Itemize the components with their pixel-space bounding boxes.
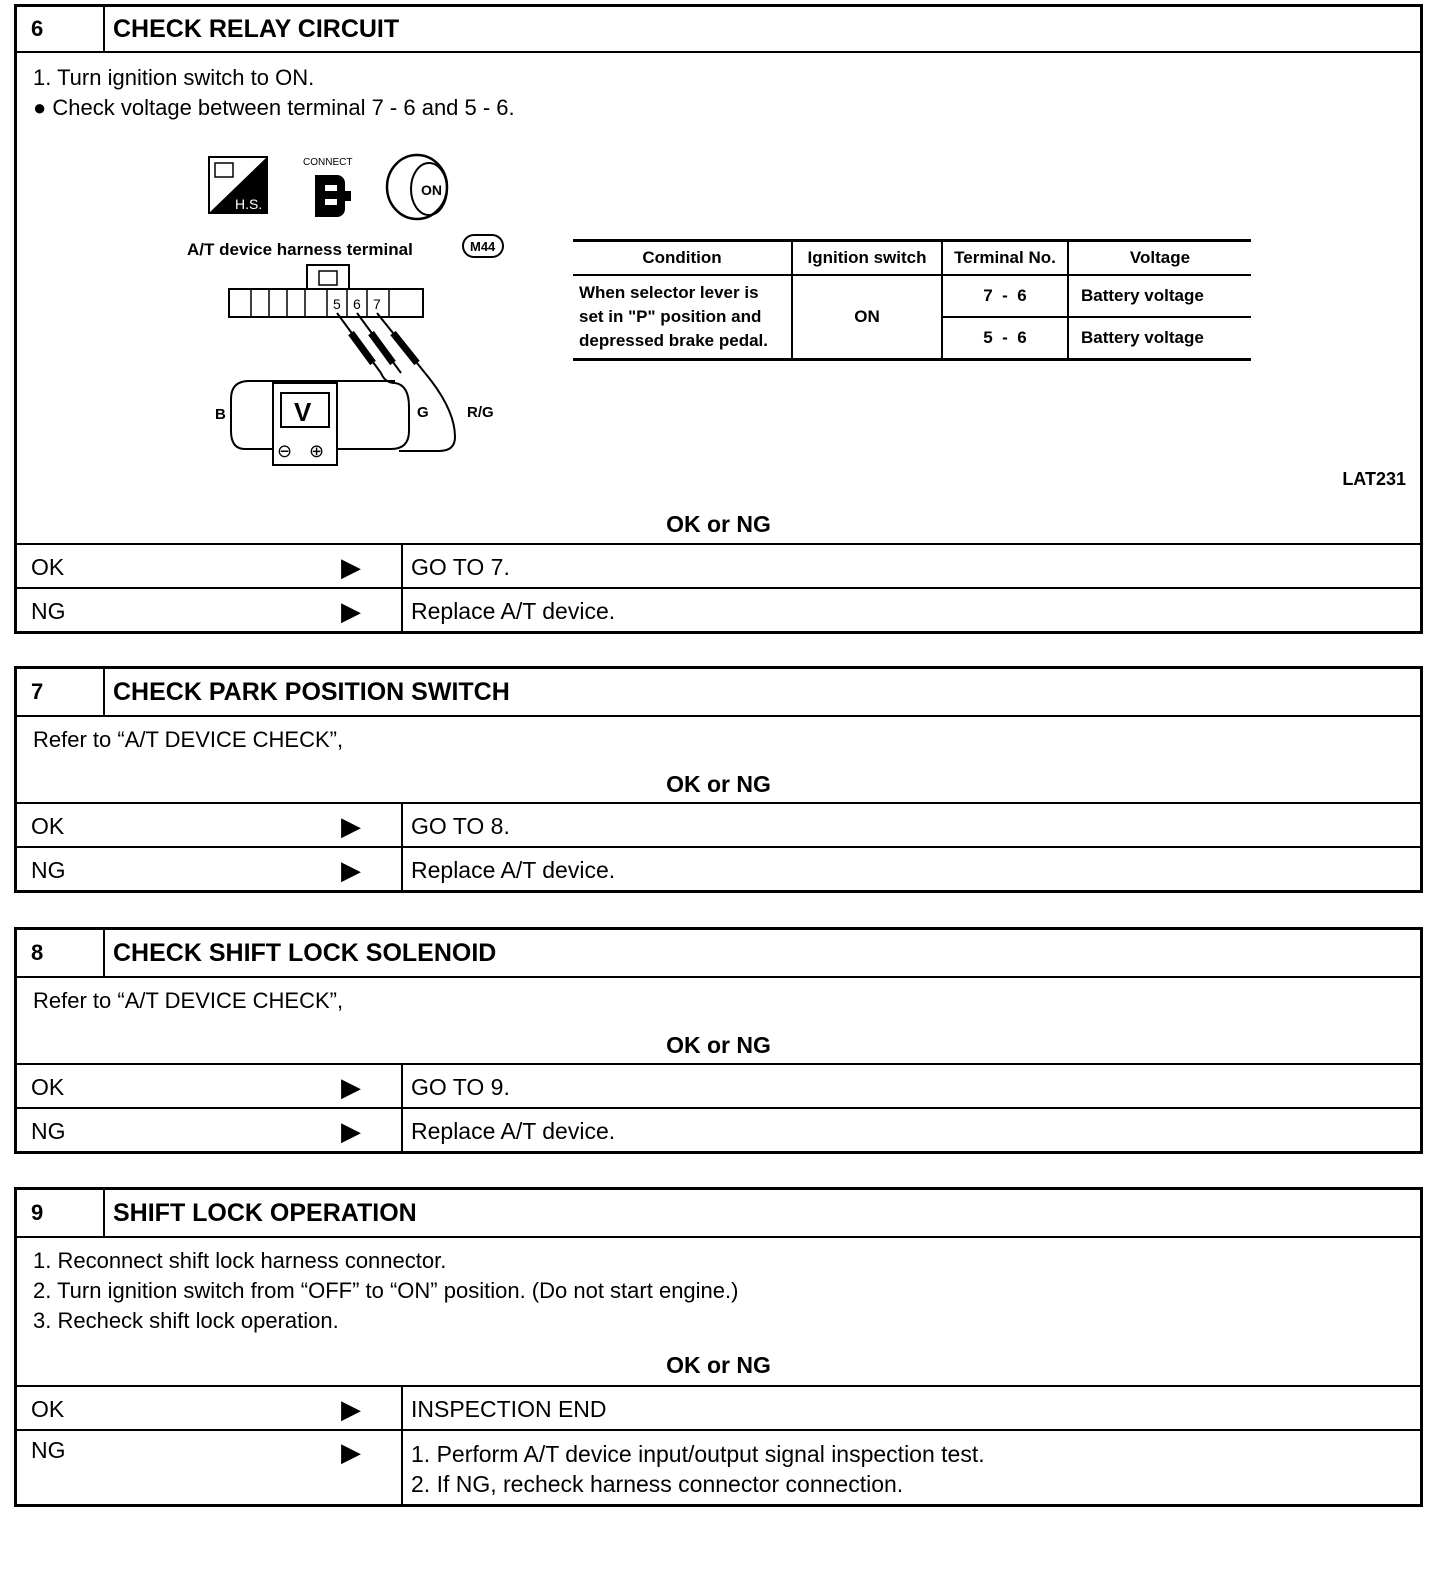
ok-result: GO TO 7. — [401, 545, 1420, 589]
step-7-instructions — [33, 725, 343, 755]
ok-label: OK — [31, 1073, 65, 1100]
plus-terminal: ⊕ — [309, 441, 325, 462]
table-header-row — [573, 241, 1251, 276]
arrow-icon: ▶ — [341, 810, 361, 841]
step-6-instructions — [33, 63, 515, 123]
ignition-on-icon — [387, 155, 447, 219]
minus-terminal: ⊖ — [277, 441, 293, 462]
voltmeter — [273, 383, 337, 465]
ng-result — [401, 1431, 1420, 1506]
ng-result: Replace A/T device. — [401, 848, 1420, 892]
step-7-box — [14, 666, 1423, 893]
wire-rg-label: R/G — [467, 404, 494, 421]
ok-or-ng-label: OK or NG — [666, 1352, 771, 1378]
hand-tester-icon — [209, 157, 267, 213]
step-8-instructions — [33, 986, 343, 1016]
arrow-icon: ▶ — [341, 854, 361, 885]
hs-label: H.S. — [235, 196, 263, 212]
ok-or-ng-label: OK or NG — [666, 1032, 771, 1058]
figure-code: LAT231 — [1342, 469, 1406, 489]
condition-line: When selector lever is — [579, 283, 759, 302]
step-title: SHIFT LOCK OPERATION — [113, 1198, 417, 1227]
step-6-header — [17, 7, 1420, 53]
harness-label: A/T device harness terminal — [187, 240, 413, 259]
step-9-instructions — [33, 1246, 738, 1336]
wire-b-label: B — [215, 406, 226, 423]
instruction-line: 1. Reconnect shift lock harness connector. — [33, 1248, 447, 1273]
ng-label: NG — [31, 1437, 66, 1463]
instruction-line: 3. Recheck shift lock operation. — [33, 1308, 339, 1333]
step-8-box — [14, 927, 1423, 1154]
ok-row — [17, 1063, 1420, 1109]
instruction-line: Refer to “A/T DEVICE CHECK”, — [33, 988, 344, 1013]
connect-label: CONNECT — [303, 157, 353, 168]
ok-row — [17, 802, 1420, 848]
ok-row — [17, 543, 1420, 589]
voltage-condition-table — [573, 239, 1251, 361]
arrow-icon: ▶ — [341, 1071, 361, 1102]
column-header: Terminal No. — [942, 241, 1068, 276]
ok-or-ng-label: OK or NG — [666, 771, 771, 797]
ng-row — [17, 587, 1420, 633]
ignition-cell: ON — [792, 275, 942, 360]
ok-label: OK — [31, 1395, 65, 1422]
ng-row — [17, 846, 1420, 892]
terminal-7: 7 — [373, 296, 381, 312]
voltage-cell: Battery voltage — [1068, 317, 1251, 360]
arrow-icon: ▶ — [341, 595, 361, 626]
meter-label: V — [294, 397, 312, 427]
ok-result: INSPECTION END — [401, 1387, 1420, 1431]
step-9-header — [17, 1190, 1420, 1238]
connector-id: M44 — [470, 239, 496, 254]
wire-g-label: G — [417, 404, 429, 421]
arrow-icon: ▶ — [341, 1437, 361, 1467]
arrow-icon: ▶ — [341, 1393, 361, 1424]
ng-label: NG — [31, 856, 66, 883]
ng-label: NG — [31, 597, 66, 624]
column-header: Condition — [573, 241, 792, 276]
step-title: CHECK SHIFT LOCK SOLENOID — [113, 938, 497, 967]
arrow-icon: ▶ — [341, 551, 361, 582]
step-number: 6 — [17, 7, 105, 51]
on-label: ON — [421, 182, 442, 198]
instruction-line: 2. Turn ignition switch from “OFF” to “ON” position. (Do not start engine.) — [33, 1278, 739, 1303]
step-title: CHECK PARK POSITION SWITCH — [113, 677, 510, 706]
column-header: Voltage — [1068, 241, 1251, 276]
voltage-cell: Battery voltage — [1068, 275, 1251, 317]
condition-line: set in "P" position and — [579, 307, 762, 326]
terminal-cell: 7 - 6 — [942, 275, 1068, 317]
step-9-box — [14, 1187, 1423, 1507]
ng-result-line: 1. Perform A/T device input/output signal inspection test. — [411, 1440, 985, 1467]
terminal-5: 5 — [333, 296, 341, 312]
connector-icon — [303, 157, 352, 217]
instruction-line: 1. Turn ignition switch to ON. — [33, 65, 315, 90]
instruction-line: ● Check voltage between terminal 7 - 6 and 5 - 6. — [33, 95, 515, 120]
step-title: CHECK RELAY CIRCUIT — [113, 14, 400, 43]
test-probes — [337, 313, 425, 373]
instruction-line: Refer to “A/T DEVICE CHECK”, — [33, 727, 344, 752]
ok-row — [17, 1385, 1420, 1431]
step-number: 9 — [17, 1190, 105, 1236]
ok-result: GO TO 9. — [401, 1065, 1420, 1109]
ok-or-ng-label: OK or NG — [666, 511, 771, 537]
arrow-icon: ▶ — [341, 1115, 361, 1146]
ok-label: OK — [31, 553, 65, 580]
ng-result: Replace A/T device. — [401, 1109, 1420, 1153]
harness-connector — [229, 265, 423, 317]
step-number: 7 — [17, 669, 105, 715]
condition-line: depressed brake pedal. — [579, 331, 768, 350]
step-8-header — [17, 930, 1420, 978]
ng-label: NG — [31, 1117, 66, 1144]
step-number: 8 — [17, 930, 105, 976]
ng-row — [17, 1429, 1420, 1506]
ng-result-line: 2. If NG, recheck harness connector connection. — [411, 1470, 904, 1497]
column-header: Ignition switch — [792, 241, 942, 276]
terminal-cell: 5 - 6 — [942, 317, 1068, 360]
table-row — [573, 275, 1251, 317]
ng-result: Replace A/T device. — [401, 589, 1420, 633]
step-7-header — [17, 669, 1420, 717]
ok-result: GO TO 8. — [401, 804, 1420, 848]
ok-label: OK — [31, 812, 65, 839]
ng-row — [17, 1107, 1420, 1153]
condition-cell — [573, 275, 792, 360]
step-6-box — [14, 4, 1423, 634]
terminal-6: 6 — [353, 296, 361, 312]
